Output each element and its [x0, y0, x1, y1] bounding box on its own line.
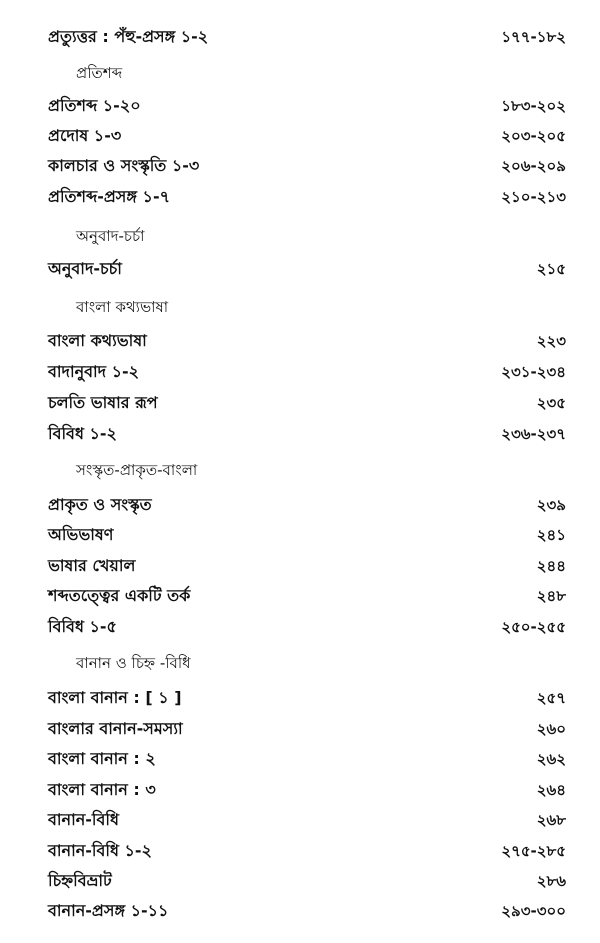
toc-entry-title: বিবিধ ১-২ — [48, 424, 117, 443]
toc-entry — [0, 714, 600, 744]
toc-entry-page: ১৭৭-১৮২ — [501, 28, 566, 46]
toc-entry-title: অভিভাষণ — [48, 525, 114, 544]
section-heading: প্রতিশব্দ — [76, 64, 123, 82]
toc-entry-title: বাংলা বানান : ২ — [48, 749, 156, 768]
section-heading-row — [0, 292, 600, 322]
toc-entry — [0, 22, 600, 52]
toc-entry — [0, 866, 600, 896]
toc-entry-page: ২৩৫ — [536, 394, 566, 412]
toc-entry — [0, 326, 600, 356]
toc-entry-title: প্রতিশব্দ ১-২০ — [48, 96, 141, 115]
toc-entry-title: বানান-প্রসঙ্গ ১-১১ — [48, 901, 169, 920]
toc-entry — [0, 612, 600, 642]
toc-entry — [0, 836, 600, 866]
toc-entry-page: ২০৩-২০৫ — [501, 127, 566, 145]
toc-entry-title: বাদানুবাদ ১-২ — [48, 362, 140, 381]
toc-entry-title: বিবিধ ১-৫ — [48, 617, 117, 636]
toc-entry-page: ১৮৩-২০২ — [501, 97, 566, 115]
toc-entry-title: বাংলা কথ্যভাষা — [48, 331, 147, 350]
toc-entry-title: প্রাকৃত ও সংস্কৃত — [48, 495, 152, 514]
toc-entry-page: ২৫০-২৫৫ — [501, 618, 566, 636]
section-heading: বানান ও চিহ্ন -বিধি — [76, 654, 191, 672]
toc-entry — [0, 91, 600, 121]
toc-entry-title: বাংলার বানান-সমস্যা — [48, 719, 183, 738]
toc-entry-page: ২৬০ — [536, 720, 566, 738]
toc-entry-title: অনুবাদ-চর্চা — [48, 259, 122, 278]
toc-entry-page: ২৪৮ — [536, 587, 566, 605]
section-heading: সংস্কৃত-প্রাকৃত-বাংলা — [76, 461, 198, 479]
toc-entry — [0, 490, 600, 520]
toc-entry-page: ২২৩ — [536, 332, 566, 350]
toc-entry-title: চলতি ভাষার রূপ — [48, 393, 158, 412]
toc-entry-title: প্রতিশব্দ-প্রসঙ্গ ১-৭ — [48, 187, 170, 206]
toc-entry — [0, 551, 600, 581]
toc-entry-title: বানান-বিধি ১-২ — [48, 841, 152, 860]
toc-entry — [0, 896, 600, 926]
toc-entry-page: ২১০-২১৩ — [501, 188, 566, 206]
toc-entry-page: ২৯৩-৩০০ — [501, 902, 566, 920]
toc-entry-page: ২৬৪ — [536, 781, 566, 799]
section-heading: বাংলা কথ্যভাষা — [76, 298, 169, 316]
toc-entry-title: ভাষার খেয়াল — [48, 556, 136, 575]
toc-entry-page: ২৬৮ — [536, 811, 566, 829]
toc-entry — [0, 254, 600, 284]
toc-entry-title: বাংলা বানান : ৩ — [48, 780, 156, 799]
toc-entry — [0, 775, 600, 805]
section-heading: অনুবাদ-চর্চা — [76, 227, 145, 245]
toc-entry-page: ২৮৬ — [536, 872, 566, 890]
toc-entry — [0, 520, 600, 550]
toc-entry — [0, 744, 600, 774]
toc-entry-title: প্রত্যুত্তর : পঁহু-প্রসঙ্গ ১-২ — [48, 27, 209, 46]
toc-entry-page: ২৩৯ — [536, 496, 566, 514]
toc-entry — [0, 121, 600, 151]
section-heading-row — [0, 455, 600, 485]
toc-entry — [0, 419, 600, 449]
toc-entry-title: কালচার ও সংস্কৃতি ১-৩ — [48, 156, 200, 175]
toc-entry-page: ২৭৫-২৮৫ — [501, 842, 566, 860]
toc-entry-page: ২৩৬-২৩৭ — [501, 425, 566, 443]
toc-entry — [0, 683, 600, 713]
toc-entry-page: ২৪৪ — [536, 557, 566, 575]
toc-entry-page: ২১৫ — [536, 260, 566, 278]
toc-entry — [0, 357, 600, 387]
toc-entry-page: ২৪১ — [536, 526, 566, 544]
toc-entry-page: ২০৬-২০৯ — [501, 157, 566, 175]
toc-entry-page: ২৫৭ — [536, 689, 566, 707]
section-heading-row — [0, 221, 600, 251]
toc-entry-title: প্রদোষ ১-৩ — [48, 126, 122, 145]
toc-entry — [0, 182, 600, 212]
toc-entry-title: বাংলা বানান : [ ১ ] — [48, 688, 182, 707]
section-heading-row — [0, 648, 600, 678]
toc-entry-title: চিহ্নবিভ্রাট — [48, 871, 112, 890]
toc-entry — [0, 151, 600, 181]
toc-entry-title: বানান-বিধি — [48, 810, 119, 829]
toc-entry — [0, 805, 600, 835]
toc-entry-page: ২৬২ — [536, 750, 566, 768]
section-heading-row — [0, 58, 600, 88]
toc-entry — [0, 581, 600, 611]
toc-entry-page: ২৩১-২৩৪ — [501, 363, 566, 381]
toc-entry-title: শব্দতত্ত্বের একটি তর্ক — [48, 586, 191, 605]
toc-entry — [0, 388, 600, 418]
